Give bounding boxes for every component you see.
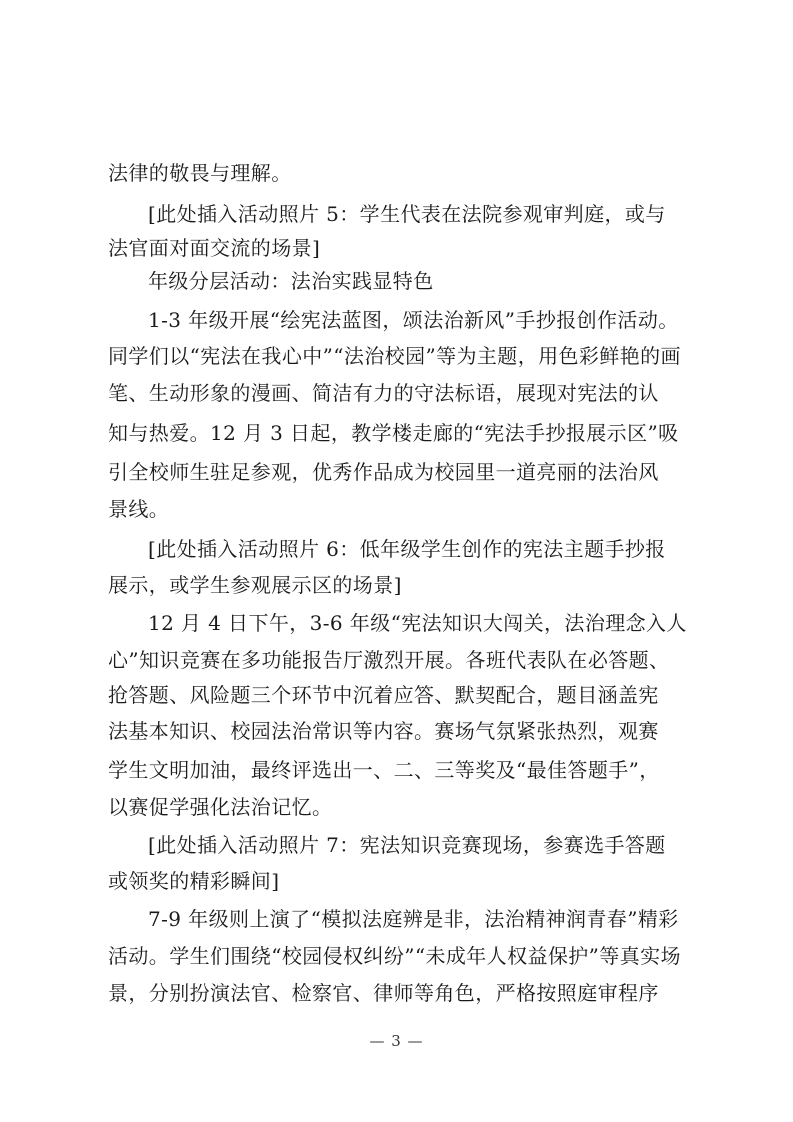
text-line: 景线。 [108, 497, 170, 521]
section-heading: 年级分层活动：法治实践显特色 [148, 269, 434, 293]
text-line: 1-3 年级开展“绘宪法蓝图，颂法治新风”手抄报创作活动。 [148, 308, 679, 332]
text-line: 景，分别扮演法官、检察官、律师等角色，严格按照庭审程序 [108, 981, 659, 1005]
text-line: 法律的敬畏与理解。 [108, 161, 292, 185]
text-line: 12 月 4 日下午，3-6 年级“宪法知识大闯关，法治理念入人 [148, 611, 687, 635]
photo-placeholder-line: [此处插入活动照片 6：低年级学生创作的宪法主题手抄报 [148, 537, 666, 561]
text-line: 活动。学生们围绕“校园侵权纠纷”“未成年人权益保护”等真实场 [108, 944, 681, 968]
text-line: 引全校师生驻足参观，优秀作品成为校园里一道亮丽的法治风 [108, 460, 659, 484]
photo-placeholder-line: 展示，或学生参观展示区的场景] [108, 573, 402, 597]
photo-placeholder-line: 或领奖的精彩瞬间] [108, 869, 280, 893]
text-line: 知与热爱。12 月 3 日起，教学楼走廊的“宪法手抄报展示区”吸 [108, 421, 679, 445]
photo-placeholder-line: [此处插入活动照片 5：学生代表在法院参观审判庭，或与 [148, 202, 666, 226]
text-line: 以赛促学强化法治记忆。 [108, 795, 333, 819]
photo-placeholder-line: [此处插入活动照片 7：宪法知识竞赛现场，参赛选手答题 [148, 833, 666, 857]
page-number: — 3 — [369, 1032, 424, 1050]
text-line: 同学们以“宪法在我心中”“法治校园”等为主题，用色彩鲜艳的画 [108, 344, 681, 368]
text-line: 笔、生动形象的漫画、简洁有力的守法标语，展现对宪法的认 [108, 381, 659, 405]
text-line: 学生文明加油，最终评选出一、二、三等奖及“最佳答题手”， [108, 758, 660, 782]
photo-placeholder-line: 法官面对面交流的场景] [108, 236, 321, 260]
text-line: 法基本知识、校园法治常识等内容。赛场气氛紧张热烈，观赛 [108, 719, 659, 743]
text-line: 心”知识竞赛在多功能报告厅激烈开展。各班代表队在必答题、 [108, 648, 670, 672]
text-line: 抢答题、风险题三个环节中沉着应答、默契配合，题目涵盖宪 [108, 683, 659, 707]
text-line: 7-9 年级则上演了“模拟法庭辨是非，法治精神润青春”精彩 [148, 907, 679, 931]
